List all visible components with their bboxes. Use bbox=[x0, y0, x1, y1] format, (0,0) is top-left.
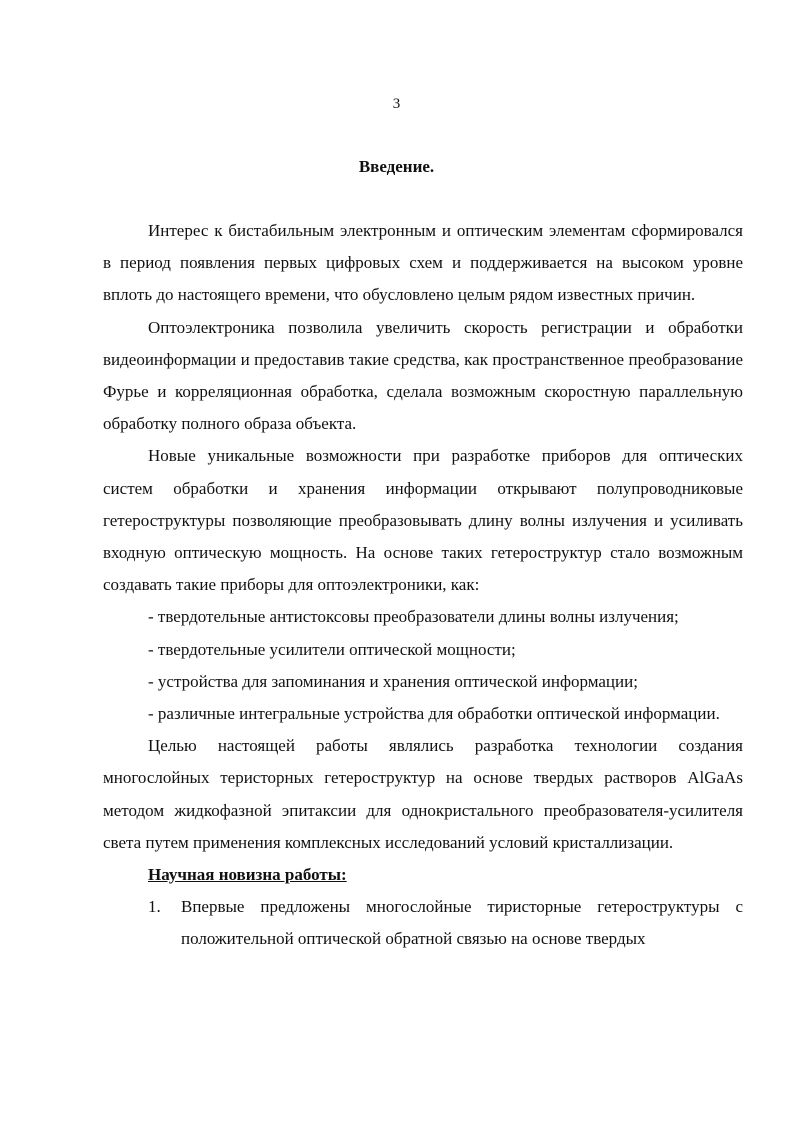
novelty-item bbox=[103, 891, 743, 955]
page-number: 3 bbox=[392, 96, 401, 112]
paragraph-heterostructures: Новые уникальные возможности при разработке приборов для оптических систем обработки и хранения информации открывают полупроводниковые гетероструктуры позволяющие преобразовывать длину волны излучения и усиливать входную оптическую мощность. На основе таких гетероструктур стало возможным создавать такие приборы для оптоэлектроники, как: bbox=[103, 446, 743, 595]
paragraph-intro: Интерес к бистабильным электронным и оптическим элементам сформировался в период появления первых цифровых схем и поддерживается на высоком уровне вплоть до настоящего времени, что обусловлено целым рядом известных причин. bbox=[103, 221, 743, 305]
list-item: - различные интегральные устройства для обработки оптической информации. bbox=[148, 704, 720, 724]
novelty-item-text: Впервые предложены многослойные тиристорные гетероструктуры с положительной оптической обратной связью на основе твердых bbox=[181, 897, 743, 949]
novelty-title: Научная новизна работы: bbox=[148, 865, 347, 885]
list-item: - твердотельные антистоксовы преобразователи длины волны излучения; bbox=[148, 607, 679, 627]
list-item: - твердотельные усилители оптической мощности; bbox=[148, 639, 516, 659]
section-heading: Введение. bbox=[358, 157, 435, 176]
list-item: - устройства для запоминания и хранения оптической информации; bbox=[148, 671, 638, 691]
paragraph-optoelectronics: Оптоэлектроника позволила увеличить скорость регистрации и обработки видеоинформации и предоставив такие средства, как пространственное преобразование Фурье и корреляционная обработка, сделала возможным скоростную параллельную обработку полного образа объекта. bbox=[103, 317, 743, 434]
novelty-item-number: 1. bbox=[148, 897, 161, 917]
paragraph-goal: Целью настоящей работы являлись разработка технологии создания многослойных теристорных гетероструктур на основе твердых растворов AlGaAs методом жидкофазной эпитаксии для однокристального преобразователя-усилителя света путем применения комплексных исследований условий кристаллизации. bbox=[103, 736, 743, 852]
document-body bbox=[103, 215, 743, 956]
